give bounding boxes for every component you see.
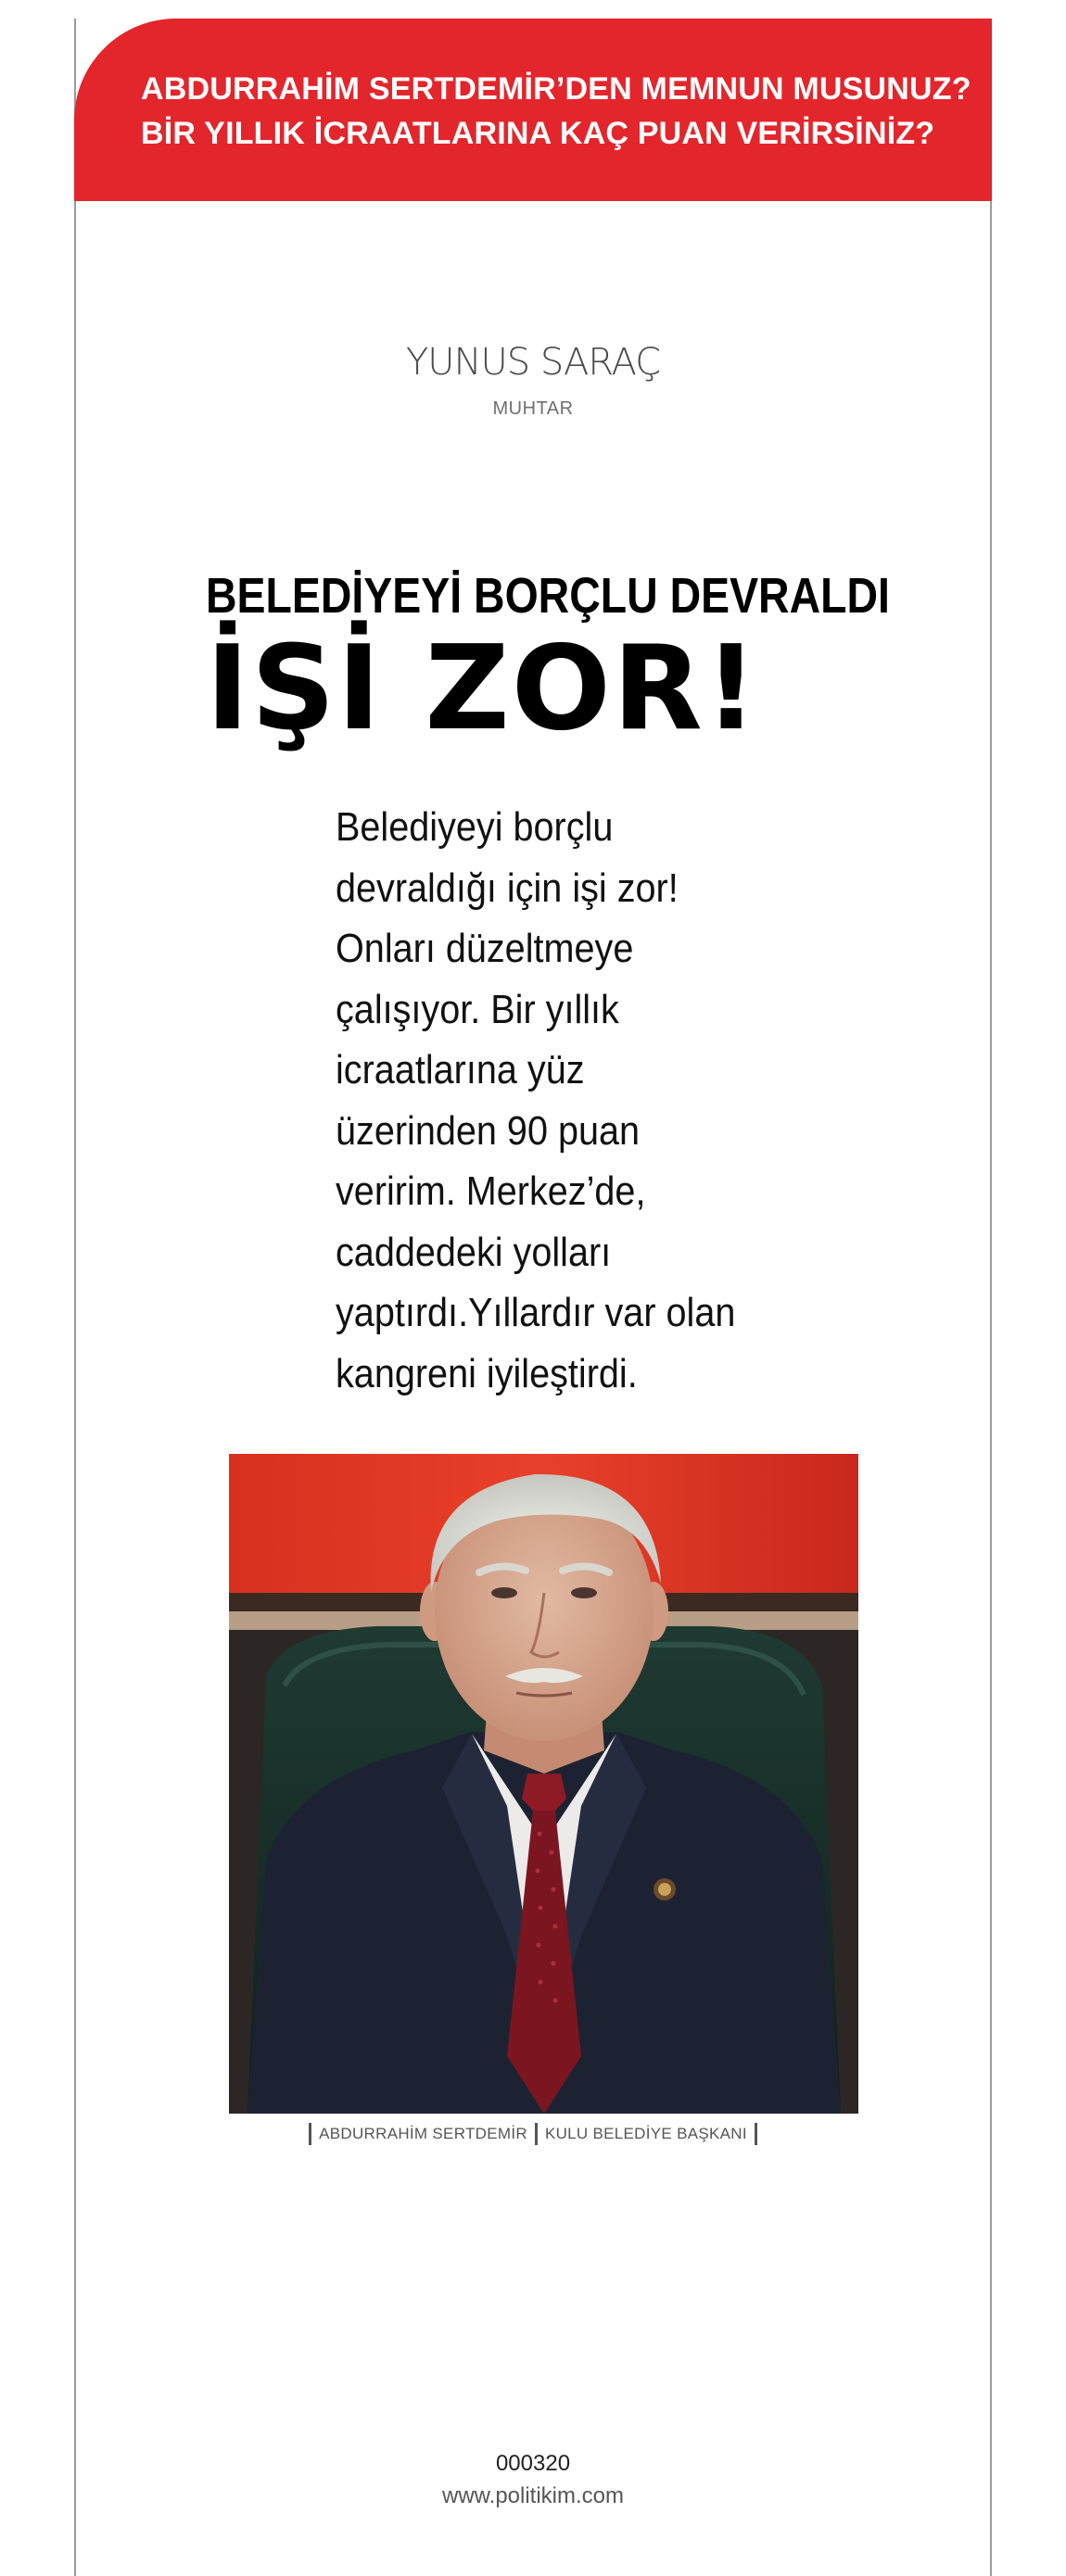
caption-divider xyxy=(309,2123,311,2145)
quote-line: icraatlarına yüz xyxy=(336,1047,585,1092)
page-code: 000320 xyxy=(495,2451,571,2476)
photo-caption xyxy=(0,2123,1066,2145)
caption-divider xyxy=(535,2123,538,2145)
quote-line: devraldığı için işi zor! xyxy=(336,865,679,911)
quote-line: Belediyeyi borçlu xyxy=(336,804,614,850)
headline-title: İŞİ ZOR! xyxy=(206,620,760,756)
banner-line-2: BİR YILLIK İCRAATLARINA KAÇ PUAN VERİRSİNİZ? xyxy=(141,116,935,151)
question-banner xyxy=(74,19,992,201)
quote-text xyxy=(336,797,762,1404)
quote-line: caddedeki yolları xyxy=(336,1229,612,1275)
caption-divider xyxy=(755,2123,757,2145)
author-role: MUHTAR xyxy=(492,398,574,419)
mayor-portrait-photo xyxy=(229,1454,858,2114)
author-name: YUNUS SARAÇ xyxy=(405,341,661,384)
caption-name: ABDURRAHİM SERTDEMİR xyxy=(319,2125,527,2142)
quote-line: üzerinden 90 puan xyxy=(336,1107,641,1154)
quote-line: kangreni iyileştirdi. xyxy=(336,1350,638,1396)
banner-line-1: ABDURRAHİM SERTDEMİR’DEN MEMNUN MUSUNUZ? xyxy=(141,71,971,107)
headline-subtitle: BELEDİYEYİ BORÇLU DEVRALDI xyxy=(206,568,890,624)
quote-line: çalışıyor. Bir yıllık xyxy=(336,986,619,1032)
quote-line: veririm. Merkez’de, xyxy=(336,1168,646,1214)
quote-line: Onları düzeltmeye xyxy=(336,926,634,971)
caption-title: KULU BELEDİYE BAŞKANI xyxy=(544,2125,747,2142)
website-link[interactable]: www.politikim.com xyxy=(441,2483,625,2508)
quote-line: yaptırdı.Yıllardır var olan xyxy=(336,1290,736,1335)
